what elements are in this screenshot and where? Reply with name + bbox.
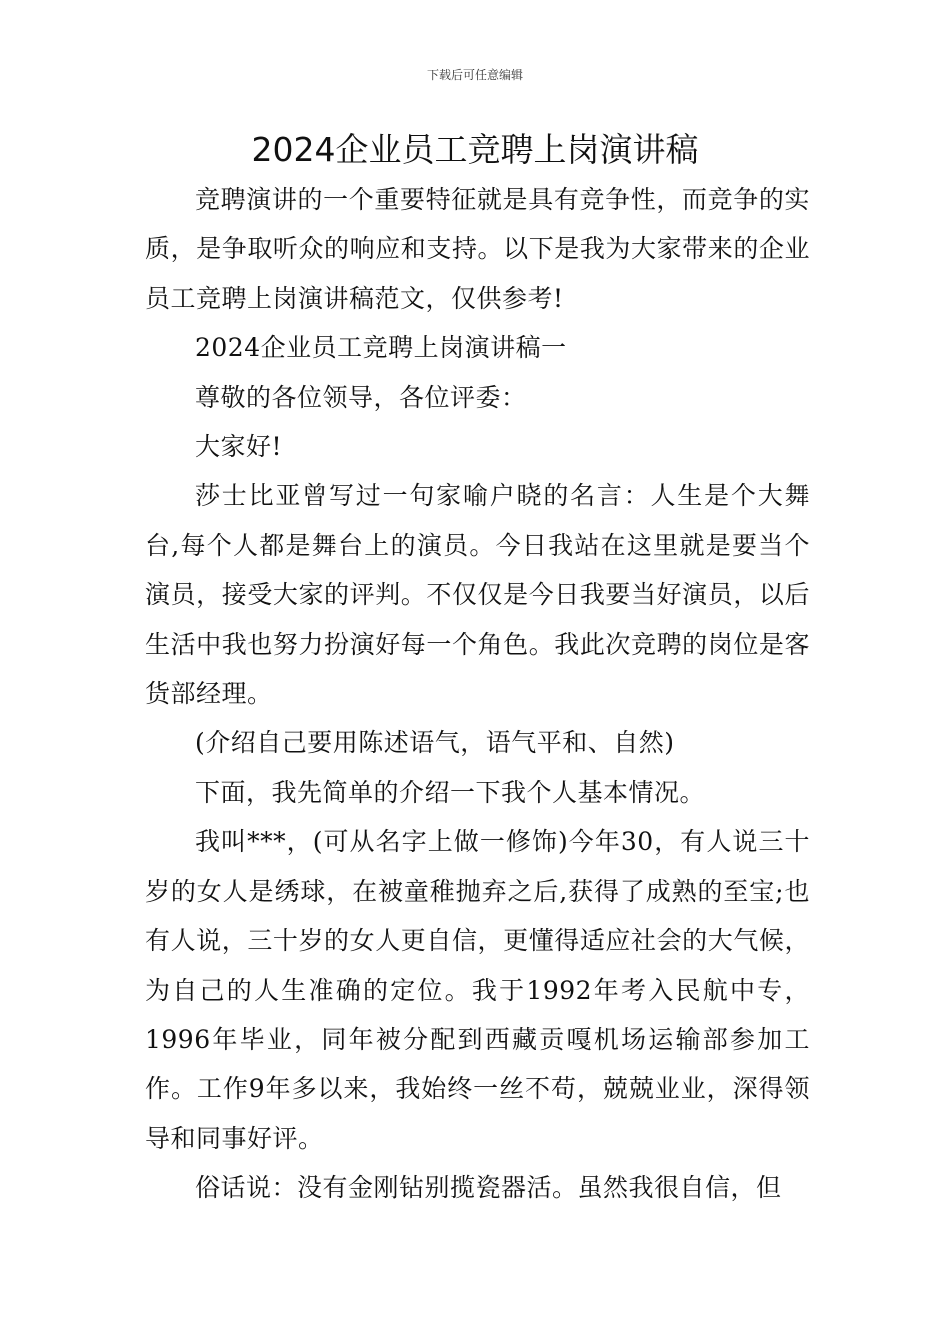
paragraph-subtitle: 2024企业员工竞聘上岗演讲稿一: [195, 333, 567, 363]
paragraph-intro: 竞聘演讲的一个重要特征就是具有竞争性，而竞争的实质，是争取听众的响应和支持。以下是我为大家带来的企业员工竞聘上岗演讲稿范文，仅供参考!: [145, 185, 810, 313]
document-body: [145, 175, 810, 1213]
paragraph-self-intro: 我叫***，(可从名字上做一修饰)今年30，有人说三十岁的女人是绣球，在被童稚抛弃之后,获得了成熟的至宝;也有人说，三十岁的女人更自信，更懂得适应社会的大气候，为自己的人生准确的定位。我于1992年考入民航中专，1996年毕业，同年被分配到西藏贡嘎机场运输部参加工作。工作9年多以来，我始终一丝不苟，兢兢业业，深得领导和同事好评。: [145, 827, 810, 1153]
paragraph-proverb: 俗话说：没有金刚钻别揽瓷器活。虽然我很自信，但: [195, 1173, 782, 1203]
header-note: 下载后可任意编辑: [426, 68, 523, 82]
paragraph-greeting: 大家好!: [195, 432, 283, 462]
paragraph-transition: 下面，我先简单的介绍一下我个人基本情况。: [195, 777, 706, 807]
paragraph-shakespeare: 莎士比亚曾写过一句家喻户晓的名言：人生是个大舞台,每个人都是舞台上的演员。今日我站在这里就是要当个演员，接受大家的评判。不仅仅是今日我要当好演员，以后生活中我也努力扮演好每一个角色。我此次竞聘的岗位是客货部经理。: [145, 481, 810, 709]
paragraph-salutation: 尊敬的各位领导，各位评委：: [195, 382, 527, 412]
paragraph-tone-note: (介绍自己要用陈述语气，语气平和、自然): [195, 728, 675, 758]
document-title: 2024企业员工竞聘上岗演讲稿: [251, 130, 699, 169]
